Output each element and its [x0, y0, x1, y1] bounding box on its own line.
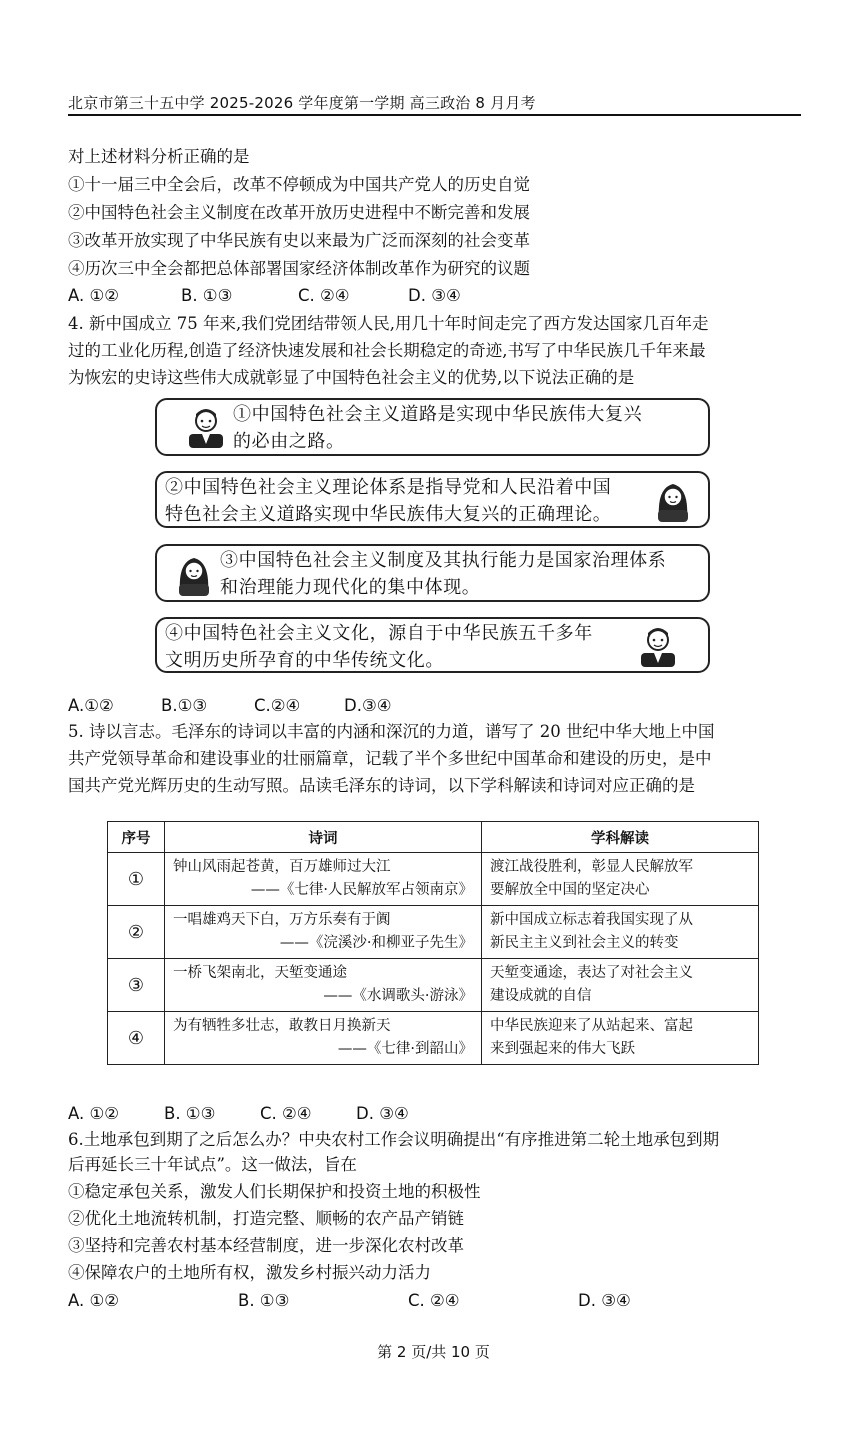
- q6-statement-2: ②优化土地流转机制，打造完整、顺畅的农产品产销链: [68, 1209, 464, 1228]
- q6-statement-1: ①稳定承包关系，激发人们长期保护和投资土地的积极性: [68, 1182, 481, 1201]
- table-row: [108, 853, 759, 906]
- poem-text: 一桥飞架南北，天堑变通途: [173, 965, 347, 981]
- bubble-1-line-2: 的必由之路。: [233, 431, 345, 452]
- row-number: ④: [108, 1012, 165, 1065]
- q6-statement-4: ④保障农户的土地所有权，激发乡村振兴动力活力: [68, 1263, 431, 1282]
- col-header-interpretation: 学科解读: [482, 822, 759, 853]
- q5-option-c[interactable]: C. ②④: [260, 1104, 312, 1123]
- interpretation-line-2: 要解放全中国的坚定决心: [490, 882, 650, 898]
- q3-option-d[interactable]: D. ③④: [408, 286, 461, 305]
- poem-text: 一唱雄鸡天下白，万方乐奏有于阗: [173, 912, 391, 928]
- col-header-number: 序号: [108, 822, 165, 853]
- q6-option-a[interactable]: A. ①②: [68, 1291, 120, 1310]
- q4-option-b[interactable]: B.①③: [161, 696, 208, 715]
- woman-avatar-icon: [175, 552, 213, 596]
- q3-statement-4: ④历次三中全会都把总体部署国家经济体制改革作为研究的议题: [68, 259, 530, 278]
- speech-bubble-1: [155, 398, 710, 456]
- q4-options: [68, 694, 392, 718]
- exam-header: 北京市第三十五中学 2025-2026 学年度第一学期 高三政治 8 月月考: [68, 94, 536, 112]
- q6-option-b[interactable]: B. ①③: [238, 1291, 290, 1310]
- q3-statement-1: ①十一届三中全会后，改革不停顿成为中国共产党人的历史自觉: [68, 175, 530, 194]
- man-avatar-icon: [187, 404, 225, 448]
- row-number: ①: [108, 853, 165, 906]
- poem-cell: [165, 853, 482, 906]
- col-header-poem: 诗词: [165, 822, 482, 853]
- poem-source: ——《水调歌头·游泳》: [323, 988, 473, 1004]
- speech-bubble-2: [155, 471, 710, 528]
- q3-option-c[interactable]: C. ②④: [298, 286, 350, 305]
- q3-options: [68, 284, 461, 308]
- interpretation-line-2: 新民主主义到社会主义的转变: [490, 935, 679, 951]
- header-divider: [68, 114, 801, 116]
- q4-option-d[interactable]: D.③④: [344, 696, 392, 715]
- table-row: [108, 906, 759, 959]
- q5-options: [68, 1102, 409, 1126]
- poem-text: 为有牺牲多壮志，敢教日月换新天: [173, 1018, 391, 1034]
- bubble-4-line-1: ④中国特色社会主义文化，源自于中华民族五千多年: [165, 623, 593, 644]
- interpretation-line-1: 中华民族迎来了从站起来、富起: [490, 1018, 693, 1034]
- q3-statement-2: ②中国特色社会主义制度在改革开放历史进程中不断完善和发展: [68, 203, 530, 222]
- q4-stem-line-1: 4. 新中国成立 75 年来,我们党团结带领人民,用几十年时间走完了西方发达国家几百年走: [68, 314, 709, 333]
- q3-option-a[interactable]: A. ①②: [68, 286, 120, 305]
- interpretation-cell: [482, 853, 759, 906]
- q6-options: [68, 1289, 631, 1313]
- q5-stem-line-3: 国共产党光辉历史的生动写照。品读毛泽东的诗词，以下学科解读和诗词对应正确的是: [68, 776, 695, 795]
- bubble-4-line-2: 文明历史所孕育的中华传统文化。: [165, 650, 444, 671]
- q6-option-d[interactable]: D. ③④: [578, 1291, 631, 1310]
- q3-option-b[interactable]: B. ①③: [181, 286, 233, 305]
- q4-stem-line-2: 过的工业化历程,创造了经济快速发展和社会长期稳定的奇迹,书写了中华民族几千年来最: [68, 341, 706, 360]
- poem-cell: [165, 1012, 482, 1065]
- speech-bubble-3: [155, 544, 710, 602]
- table-row: [108, 959, 759, 1012]
- bubble-3-line-1: ③中国特色社会主义制度及其执行能力是国家治理体系: [220, 550, 667, 571]
- q6-statement-3: ③坚持和完善农村基本经营制度，进一步深化农村改革: [68, 1236, 464, 1255]
- poem-source: ——《七律·到韶山》: [337, 1041, 473, 1057]
- q5-option-b[interactable]: B. ①③: [164, 1104, 216, 1123]
- interpretation-cell: [482, 906, 759, 959]
- q3-stem: 对上述材料分析正确的是: [68, 147, 250, 166]
- page-number: 第 2 页/共 10 页: [377, 1343, 490, 1361]
- q4-stem-line-3: 为恢宏的史诗这些伟大成就彰显了中国特色社会主义的优势,以下说法正确的是: [68, 368, 635, 387]
- q3-statement-3: ③改革开放实现了中华民族有史以来最为广泛而深刻的社会变革: [68, 231, 530, 250]
- woman-avatar-icon: [654, 478, 692, 522]
- q5-option-a[interactable]: A. ①②: [68, 1104, 120, 1123]
- poem-source: ——《浣溪沙·和柳亚子先生》: [279, 935, 473, 951]
- interpretation-line-2: 建设成就的自信: [490, 988, 592, 1004]
- interpretation-line-1: 渡江战役胜利，彰显人民解放军: [490, 859, 693, 875]
- poems-table: [107, 821, 759, 1065]
- q5-option-d[interactable]: D. ③④: [356, 1104, 409, 1123]
- row-number: ②: [108, 906, 165, 959]
- bubble-2-line-2: 特色社会主义道路实现中华民族伟大复兴的正确理论。: [165, 504, 612, 525]
- bubble-1-line-1: ①中国特色社会主义道路是实现中华民族伟大复兴: [233, 404, 643, 425]
- poem-text: 钟山风雨起苍黄，百万雄师过大江: [173, 859, 391, 875]
- bubble-3-line-2: 和治理能力现代化的集中体现。: [220, 577, 481, 598]
- speech-bubble-4: [155, 617, 710, 673]
- q6-option-c[interactable]: C. ②④: [408, 1291, 460, 1310]
- interpretation-cell: [482, 1012, 759, 1065]
- bubble-2-line-1: ②中国特色社会主义理论体系是指导党和人民沿着中国: [165, 477, 612, 498]
- table-header-row: [108, 822, 759, 853]
- poem-cell: [165, 906, 482, 959]
- interpretation-line-2: 来到强起来的伟大飞跃: [490, 1041, 635, 1057]
- table-row: [108, 1012, 759, 1065]
- row-number: ③: [108, 959, 165, 1012]
- interpretation-cell: [482, 959, 759, 1012]
- q4-option-c[interactable]: C.②④: [254, 696, 301, 715]
- q4-option-a[interactable]: A.①②: [68, 696, 114, 715]
- q6-stem-line-2: 后再延长三十年试点”。这一做法，旨在: [68, 1155, 357, 1174]
- q5-stem-line-1: 5. 诗以言志。毛泽东的诗词以丰富的内涵和深沉的力道，谱写了 20 世纪中华大地上中国: [68, 722, 715, 741]
- q5-stem-line-2: 共产党领导革命和建设事业的壮丽篇章，记载了半个多世纪中国革命和建设的历史，是中: [68, 749, 712, 768]
- poem-source: ——《七律·人民解放军占领南京》: [250, 882, 473, 898]
- q6-stem-line-1: 6.土地承包到期了之后怎么办？中央农村工作会议明确提出“有序推进第二轮土地承包到期: [68, 1130, 720, 1149]
- man-avatar-icon: [639, 623, 677, 667]
- interpretation-line-1: 新中国成立标志着我国实现了从: [490, 912, 693, 928]
- interpretation-line-1: 天堑变通途，表达了对社会主义: [490, 965, 693, 981]
- poem-cell: [165, 959, 482, 1012]
